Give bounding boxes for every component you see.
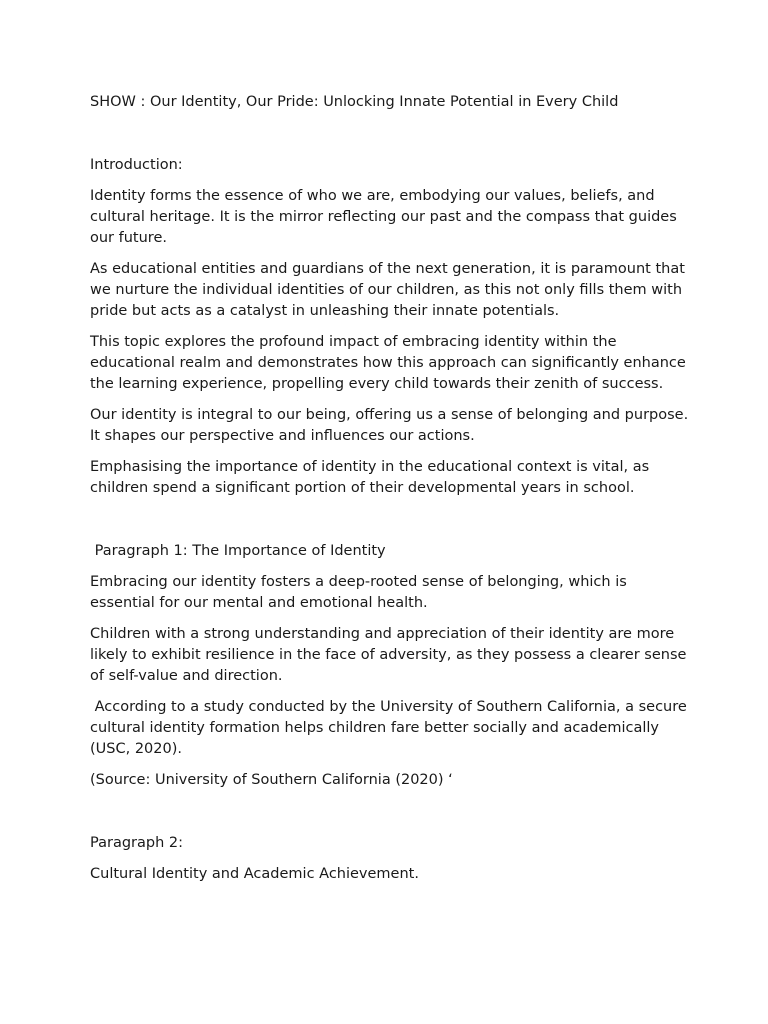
intro-heading: Introduction: — [90, 157, 183, 173]
document-page — [90, 92, 693, 895]
document-title: SHOW : Our Identity, Our Pride: Unlocking Innate Potential in Every Child — [90, 94, 619, 110]
intro-paragraph: Identity forms the essence of who we are, embodying our values, beliefs, and cultural heritage. It is the mirror reflecting our past and the compass that guides our future. — [90, 188, 682, 246]
paragraph-1-text: Embracing our identity fosters a deep-rooted sense of belonging, which is essential for our mental and emotional health. — [90, 574, 632, 611]
intro-paragraph: As educational entities and guardians of the next generation, it is paramount that we nurture the individual identities of our children, as this not only fills them with pride but acts as a catalyst in unleashing their innate potentials. — [90, 261, 690, 319]
paragraph-1-text: Children with a strong understanding and appreciation of their identity are more likely to exhibit resilience in the face of adversity, as they possess a clearer sense of self-value and direction. — [90, 626, 692, 684]
intro-paragraph: Our identity is integral to our being, offering us a sense of belonging and purpose. It shapes our perspective and influences our actions. — [90, 407, 693, 444]
paragraph-2-heading: Paragraph 2: — [90, 835, 183, 851]
intro-paragraph: Emphasising the importance of identity in the educational context is vital, as children spend a significant portion of their developmental years in school. — [90, 459, 654, 496]
paragraph-1-heading: Paragraph 1: The Importance of Identity — [90, 543, 386, 559]
paragraph-1-text: According to a study conducted by the University of Southern California, a secure cultural identity formation helps children fare better socially and academically (USC, 2020). — [90, 699, 692, 757]
source-citation: (Source: University of Southern California (2020) ‘ — [90, 772, 453, 788]
paragraph-2-subheading: Cultural Identity and Academic Achievement. — [90, 866, 419, 882]
intro-paragraph: This topic explores the profound impact of embracing identity within the educational realm and demonstrates how this approach can significantly enhance the learning experience, propelling every child towards their zenith of success. — [90, 334, 691, 392]
